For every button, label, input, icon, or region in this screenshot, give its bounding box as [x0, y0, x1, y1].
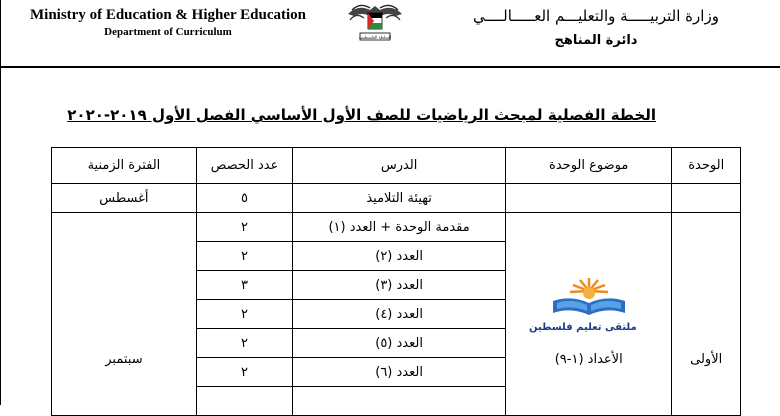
- header-unit: الوحدة: [672, 148, 741, 184]
- table-row: [52, 213, 741, 242]
- count-cell: ٢: [196, 242, 292, 271]
- palestine-emblem: [340, 0, 410, 44]
- count-cell-empty: [196, 387, 292, 416]
- header-english: [18, 6, 318, 40]
- lesson-cell: العدد (٦): [293, 358, 506, 387]
- department-name-en: Department of Curriculum: [104, 26, 232, 38]
- header-topic: موضوع الوحدة: [506, 148, 672, 184]
- header-count: عدد الحصص: [196, 148, 292, 184]
- count-cell: ٢: [196, 300, 292, 329]
- unit-cell: الأولى: [672, 213, 741, 416]
- header-arabic: [426, 6, 766, 56]
- period-cell: سبتمبر: [52, 213, 197, 416]
- count-cell: ٢: [196, 329, 292, 358]
- site-logo: [529, 277, 637, 333]
- count-cell: ٢: [196, 358, 292, 387]
- lesson-cell: مقدمة الوحدة + العدد (١): [293, 213, 506, 242]
- header-divider: [0, 66, 780, 68]
- lesson-cell: تهيئة التلاميذ: [293, 184, 506, 213]
- lesson-cell: العدد (٤): [293, 300, 506, 329]
- lesson-cell-empty: [293, 387, 506, 416]
- page-left-border: [0, 0, 1, 405]
- topic-cell: [506, 213, 672, 416]
- book-sun-icon: [551, 277, 627, 317]
- unit-cell-empty: [672, 184, 741, 213]
- ministry-name-ar: وزارة التربيـــــة والتعليـــم العـــــالــــي: [473, 7, 719, 25]
- count-cell: ٥: [196, 184, 292, 213]
- count-cell: ٢: [196, 213, 292, 242]
- table-row: [52, 184, 741, 213]
- lesson-cell: العدد (٥): [293, 329, 506, 358]
- period-cell: أغسطس: [52, 184, 197, 213]
- topic-name: الأعداد (١-٩): [554, 351, 623, 367]
- logo-text: ملتقى تعليم فلسطين: [529, 322, 637, 333]
- count-cell: ٣: [196, 271, 292, 300]
- department-name-ar: دائرة المناهج: [554, 33, 638, 48]
- header-period: الفترة الزمنية: [52, 148, 197, 184]
- lesson-cell: العدد (٣): [293, 271, 506, 300]
- table-header-row: [52, 148, 741, 184]
- topic-cell-empty: [506, 184, 672, 213]
- emblem-caption: السلطة الفلسطينية: [358, 34, 392, 40]
- plan-title: الخطة الفصلية لمبحث الرياضيات للصف الأول الأساسي الفصل الأول ٢٠١٩-٢٠٢٠: [67, 106, 656, 124]
- ministry-name-en: Ministry of Education & Higher Education: [30, 7, 306, 23]
- lesson-cell: العدد (٢): [293, 242, 506, 271]
- plan-table: [51, 147, 741, 416]
- header-lesson: الدرس: [293, 148, 506, 184]
